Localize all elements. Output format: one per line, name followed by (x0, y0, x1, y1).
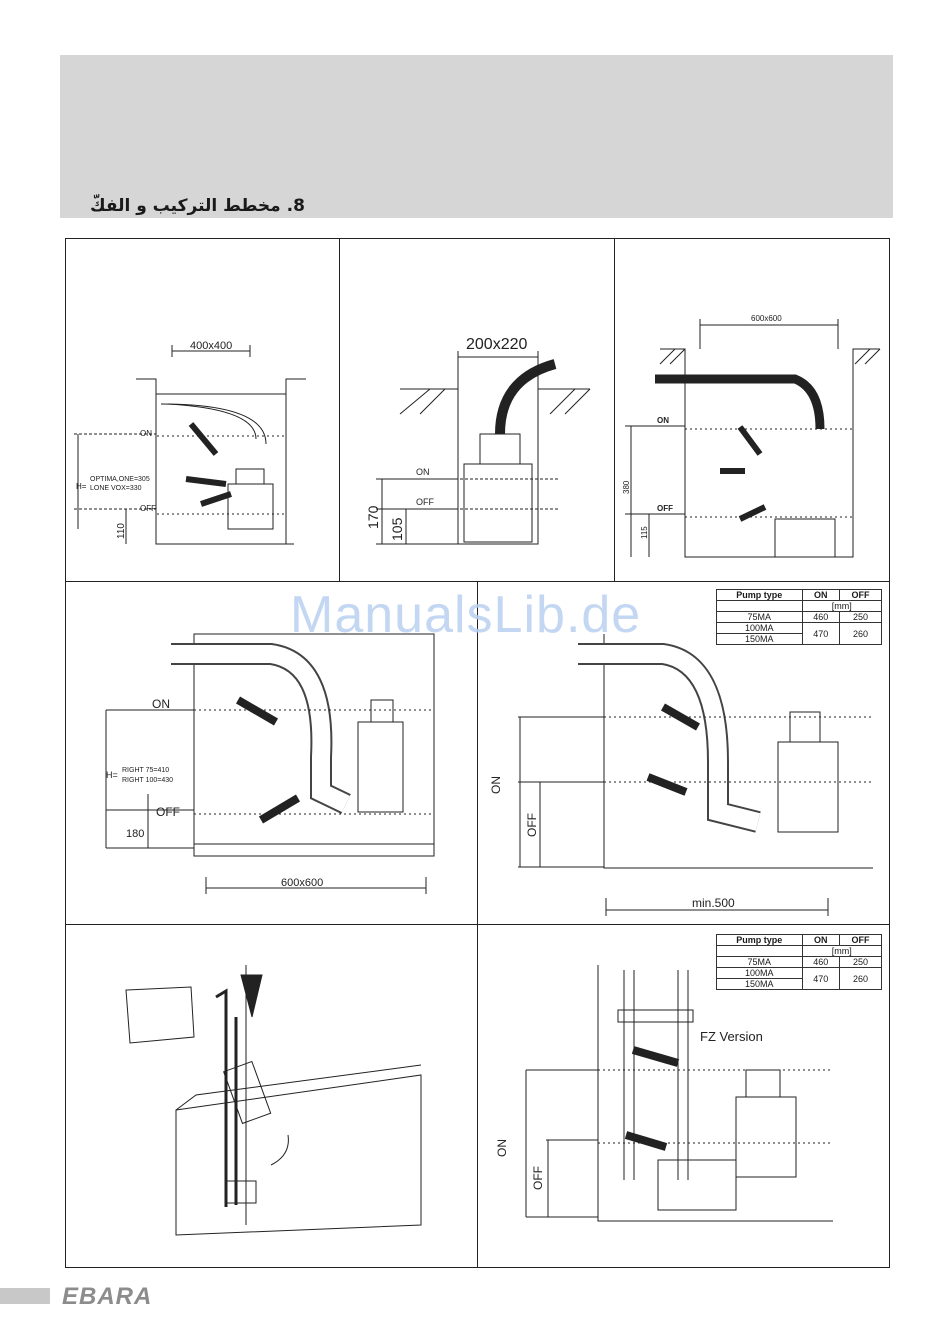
header-off: OFF (839, 935, 881, 946)
on-label: ON (495, 1139, 509, 1157)
guide-rail-illustration (66, 925, 478, 1268)
header-band (60, 55, 893, 218)
depth-label-1: 170 (365, 505, 381, 529)
header-on: ON (802, 935, 839, 946)
watermark: ManualsLib.de (290, 586, 642, 644)
row-type: 150MA (717, 979, 803, 990)
depth-label: 110 (116, 523, 127, 539)
vox-label: LONE VOX=330 (90, 485, 142, 492)
row-on: 470 (802, 968, 839, 990)
row-on: 460 (802, 612, 839, 623)
optima-label: OPTIMA,ONE=305 (90, 476, 150, 483)
sump-diagram-1 (66, 239, 340, 582)
pump-table-2 (716, 934, 882, 990)
row-type: 150MA (717, 634, 803, 645)
right-75-label: RIGHT 75=410 (122, 767, 170, 774)
on-label: ON (416, 467, 430, 477)
on-label: ON (489, 776, 503, 794)
panel-narrow-sump (339, 238, 615, 582)
header-pump-type: Pump type (717, 590, 803, 601)
row-off: 260 (839, 623, 881, 645)
depth-label: 180 (126, 828, 145, 840)
h-label: H= (106, 770, 118, 780)
header-off: OFF (839, 590, 881, 601)
row-type: 100MA (717, 623, 803, 634)
version-label: FZ Version (700, 1029, 763, 1044)
off-label: OFF (531, 1166, 545, 1190)
off-label: OFF (156, 805, 180, 819)
footer-bar (0, 1288, 50, 1304)
dim-label: 200x220 (466, 336, 528, 353)
header-pump-type: Pump type (717, 935, 803, 946)
off-label: OFF (525, 813, 539, 837)
h-label: H= (76, 482, 87, 491)
installation-diagrams (65, 238, 890, 1268)
off-label: OFF (140, 504, 156, 513)
unit-cell: [mm] (802, 946, 881, 957)
depth-label-1: 380 (622, 480, 631, 494)
row-on: 470 (802, 623, 839, 645)
sump-diagram-2 (340, 239, 615, 582)
off-label: OFF (657, 504, 673, 513)
dim-label: 400x400 (190, 340, 233, 352)
row-type: 75MA (717, 957, 803, 968)
brand-logo: EBARA (62, 1283, 153, 1310)
right-100-label: RIGHT 100=430 (122, 777, 174, 784)
dim-label: 600x600 (751, 314, 782, 323)
row-off: 250 (839, 957, 881, 968)
depth-label-2: 115 (640, 526, 649, 539)
section-title: 8. مخطط التركيب و الفكّ (90, 196, 305, 216)
panel-small-sump (65, 238, 340, 582)
panel-guide-rail-install (65, 924, 478, 1268)
depth-label-2: 105 (389, 517, 405, 541)
sump-diagram-3 (615, 239, 890, 582)
on-label: ON (140, 429, 152, 438)
header-on: ON (802, 590, 839, 601)
dim-label: 600x600 (281, 877, 324, 889)
on-label: ON (152, 697, 170, 711)
panel-large-sump (614, 238, 890, 582)
row-type: 75MA (717, 612, 803, 623)
on-label: ON (657, 416, 669, 425)
pump-table-1 (716, 589, 882, 645)
unit-cell: [mm] (802, 601, 881, 612)
min-label: min.500 (692, 896, 735, 910)
row-on: 460 (802, 957, 839, 968)
off-label: OFF (416, 497, 434, 507)
row-off: 250 (839, 612, 881, 623)
row-off: 260 (839, 968, 881, 990)
row-type: 100MA (717, 968, 803, 979)
